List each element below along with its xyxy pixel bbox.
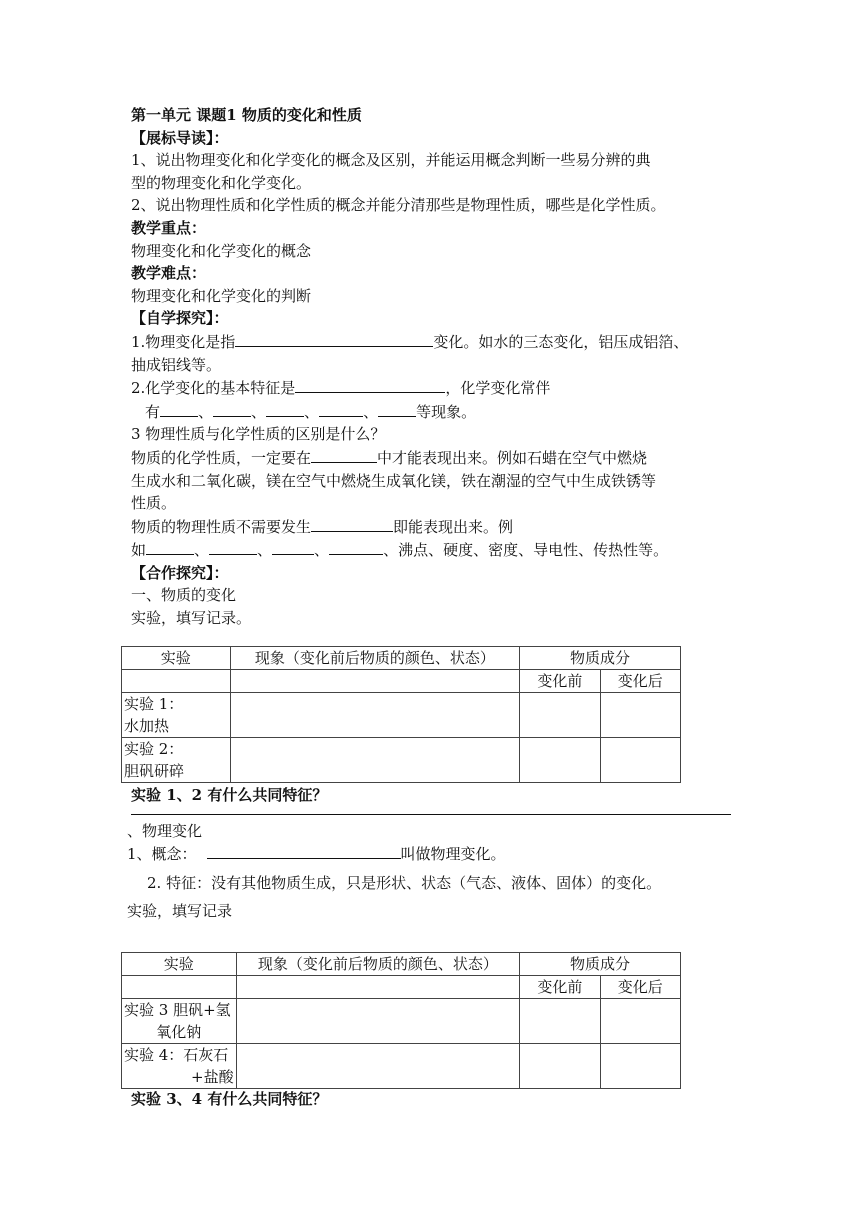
section-physical-change <box>127 784 731 923</box>
phys-text-b: 即能表现出来。例 <box>393 517 514 536</box>
t1-header-composition: 物质成分 <box>520 647 681 670</box>
q2-blank-3[interactable] <box>266 400 304 417</box>
t2-row2-phenomenon-cell[interactable] <box>236 1044 520 1089</box>
coop-heading: 【合作探究】： <box>131 563 229 582</box>
t2-row1-phenomenon-cell[interactable] <box>236 999 520 1044</box>
question-2 <box>131 376 731 400</box>
sep-5: 、 <box>194 541 210 560</box>
t2-row2-label-a: 实验 4：石灰石 <box>124 1046 229 1064</box>
phys-text-d: 、沸点、硬度、密度、导电性、传热性等。 <box>383 541 669 560</box>
chem-text-d: 性质。 <box>131 494 177 513</box>
guide-item-1a: 1、说出物理变化和化学变化的概念及区别，并能运用概念判断一些易分辨的典 <box>131 151 651 170</box>
q2-text-d: 等现象。 <box>416 402 477 421</box>
chem-text-c: 生成水和二氧化碳，镁在空气中燃烧生成氧化镁，铁在潮湿的空气中生成铁锈等 <box>131 471 657 490</box>
phys-property-line-2 <box>131 538 731 562</box>
phys-property-line-1 <box>131 515 731 539</box>
t1-row1-label <box>122 693 231 738</box>
t1-row2-after-cell[interactable] <box>600 738 680 783</box>
t2-header-after: 变化后 <box>600 976 680 999</box>
t2-row2-label-b: +盐酸 <box>191 1068 234 1086</box>
t1-row1-label-a: 实验 1： <box>124 695 184 713</box>
t2-row1-after-cell[interactable] <box>600 999 680 1044</box>
guide-heading: 【展标导读】： <box>131 128 229 147</box>
t1-empty-cell <box>122 670 231 693</box>
t1-row2-label <box>122 738 231 783</box>
q2-blank-2[interactable] <box>213 400 251 417</box>
difficulty-text: 物理变化和化学变化的判断 <box>131 286 312 305</box>
concept-text-b: 叫做物理变化。 <box>400 845 506 864</box>
experiment-table-1 <box>121 646 681 783</box>
t2-row1-before-cell[interactable] <box>520 999 600 1044</box>
instruction-2: 实验，填写记录 <box>127 902 233 921</box>
q1-text-c: 抽成铝线等。 <box>131 355 222 374</box>
t1-empty-cell <box>230 670 520 693</box>
t1-header-experiment: 实验 <box>122 647 231 670</box>
sep-7: 、 <box>314 541 330 560</box>
concept-blank[interactable] <box>207 842 401 859</box>
sep-3: 、 <box>304 402 320 421</box>
phys-blank[interactable] <box>311 515 393 532</box>
t1-row2-phenomenon-cell[interactable] <box>230 738 520 783</box>
sep-6: 、 <box>257 541 273 560</box>
sep-2: 、 <box>251 402 267 421</box>
worksheet <box>131 104 731 630</box>
concept-line <box>127 842 731 866</box>
t1-row1-phenomenon-cell[interactable] <box>230 693 520 738</box>
q2-blank-5[interactable] <box>378 400 416 417</box>
q1-text-a: 1.物理变化是指 <box>131 332 236 351</box>
t1-row1-after-cell[interactable] <box>600 693 680 738</box>
t1-row2-before-cell[interactable] <box>520 738 600 783</box>
t2-row1-label-b: 氧化钠 <box>156 1023 202 1041</box>
q1-text-b: 变化。如水的三态变化，铝压成铝箔、 <box>433 332 689 351</box>
t1-row2-label-a: 实验 2： <box>124 740 184 758</box>
t1-header-before: 变化前 <box>520 670 600 693</box>
t2-row1-label <box>122 999 237 1044</box>
t2-row2-before-cell[interactable] <box>520 1044 600 1089</box>
phys-blank-2[interactable] <box>209 538 257 555</box>
q2-text-c: 有 <box>145 402 161 421</box>
q2-blank-feature[interactable] <box>295 376 445 393</box>
page-title: 第一单元 课题1 物质的变化和性质 <box>131 106 362 124</box>
t1-row2-label-b: 胆矾研碎 <box>124 762 185 780</box>
sep-4: 、 <box>363 402 379 421</box>
table-row <box>122 999 681 1044</box>
guide-item-2: 2、说出物理性质和化学性质的概念并能分清那些是物理性质，哪些是化学性质。 <box>131 196 666 215</box>
phys-blank-4[interactable] <box>329 538 383 555</box>
table-row <box>122 738 681 783</box>
difficulty-label: 教学难点： <box>131 264 207 283</box>
t1-row1-label-b: 水加热 <box>124 717 170 735</box>
question-3-4: 实验 3、4 有什么共同特征？ <box>131 1090 328 1108</box>
question-1-2: 实验 1、2 有什么共同特征？ <box>131 786 328 804</box>
t2-header-experiment: 实验 <box>122 953 237 976</box>
table-row <box>122 693 681 738</box>
phys-text-c: 如 <box>131 541 147 560</box>
t2-header-before: 变化前 <box>520 976 600 999</box>
sep-1: 、 <box>198 402 214 421</box>
focus-text: 物理变化和化学变化的概念 <box>131 241 312 260</box>
self-study-heading: 【自学探究】： <box>131 309 229 328</box>
question-1 <box>131 330 731 354</box>
phys-text-a: 物质的物理性质不需要发生 <box>131 517 312 536</box>
chem-blank[interactable] <box>311 446 377 463</box>
t2-row2-label <box>122 1044 237 1089</box>
q1-blank[interactable] <box>235 330 433 347</box>
t1-header-phenomenon: 现象（变化前后物质的颜色、状态） <box>230 647 520 670</box>
concept-text-a: 1、概念： <box>127 845 197 864</box>
q2-text-b: ，化学变化常伴 <box>445 379 551 398</box>
chem-text-a: 物质的化学性质，一定要在 <box>131 448 312 467</box>
guide-item-1b: 型的物理变化和化学变化。 <box>131 173 312 192</box>
t1-row1-before-cell[interactable] <box>520 693 600 738</box>
section-2-title: 、物理变化 <box>127 821 203 840</box>
section-1-title: 一、物质的变化 <box>131 586 237 605</box>
instruction-1: 实验，填写记录。 <box>131 609 252 628</box>
t2-header-phenomenon: 现象（变化前后物质的颜色、状态） <box>236 953 520 976</box>
section-chemical-change <box>131 1088 731 1111</box>
t2-row1-label-a: 实验 3 胆矾+氢 <box>124 1001 231 1019</box>
t2-empty-cell <box>236 976 520 999</box>
t2-row2-after-cell[interactable] <box>600 1044 680 1089</box>
feature-line: 2. 特征：没有其他物质生成，只是形状、状态（气态、液体、固体）的变化。 <box>147 873 662 892</box>
focus-label: 教学重点： <box>131 218 207 237</box>
t2-empty-cell <box>122 976 237 999</box>
t1-header-after: 变化后 <box>600 670 680 693</box>
phys-blank-3[interactable] <box>272 538 314 555</box>
question-2-phenomena <box>131 400 731 424</box>
experiment-table-2 <box>121 952 681 1089</box>
q2-text-a: 2.化学变化的基本特征是 <box>131 379 296 398</box>
q2-blank-4[interactable] <box>319 400 363 417</box>
t2-header-composition: 物质成分 <box>520 953 681 976</box>
chem-property-line-1 <box>131 446 731 470</box>
phys-blank-1[interactable] <box>146 538 194 555</box>
table-row <box>122 1044 681 1089</box>
question-3: 3 物理性质与化学性质的区别是什么？ <box>131 425 386 444</box>
answer-line[interactable] <box>131 814 731 815</box>
chem-text-b: 中才能表现出来。例如石蜡在空气中燃烧 <box>377 448 648 467</box>
q2-blank-1[interactable] <box>160 400 198 417</box>
